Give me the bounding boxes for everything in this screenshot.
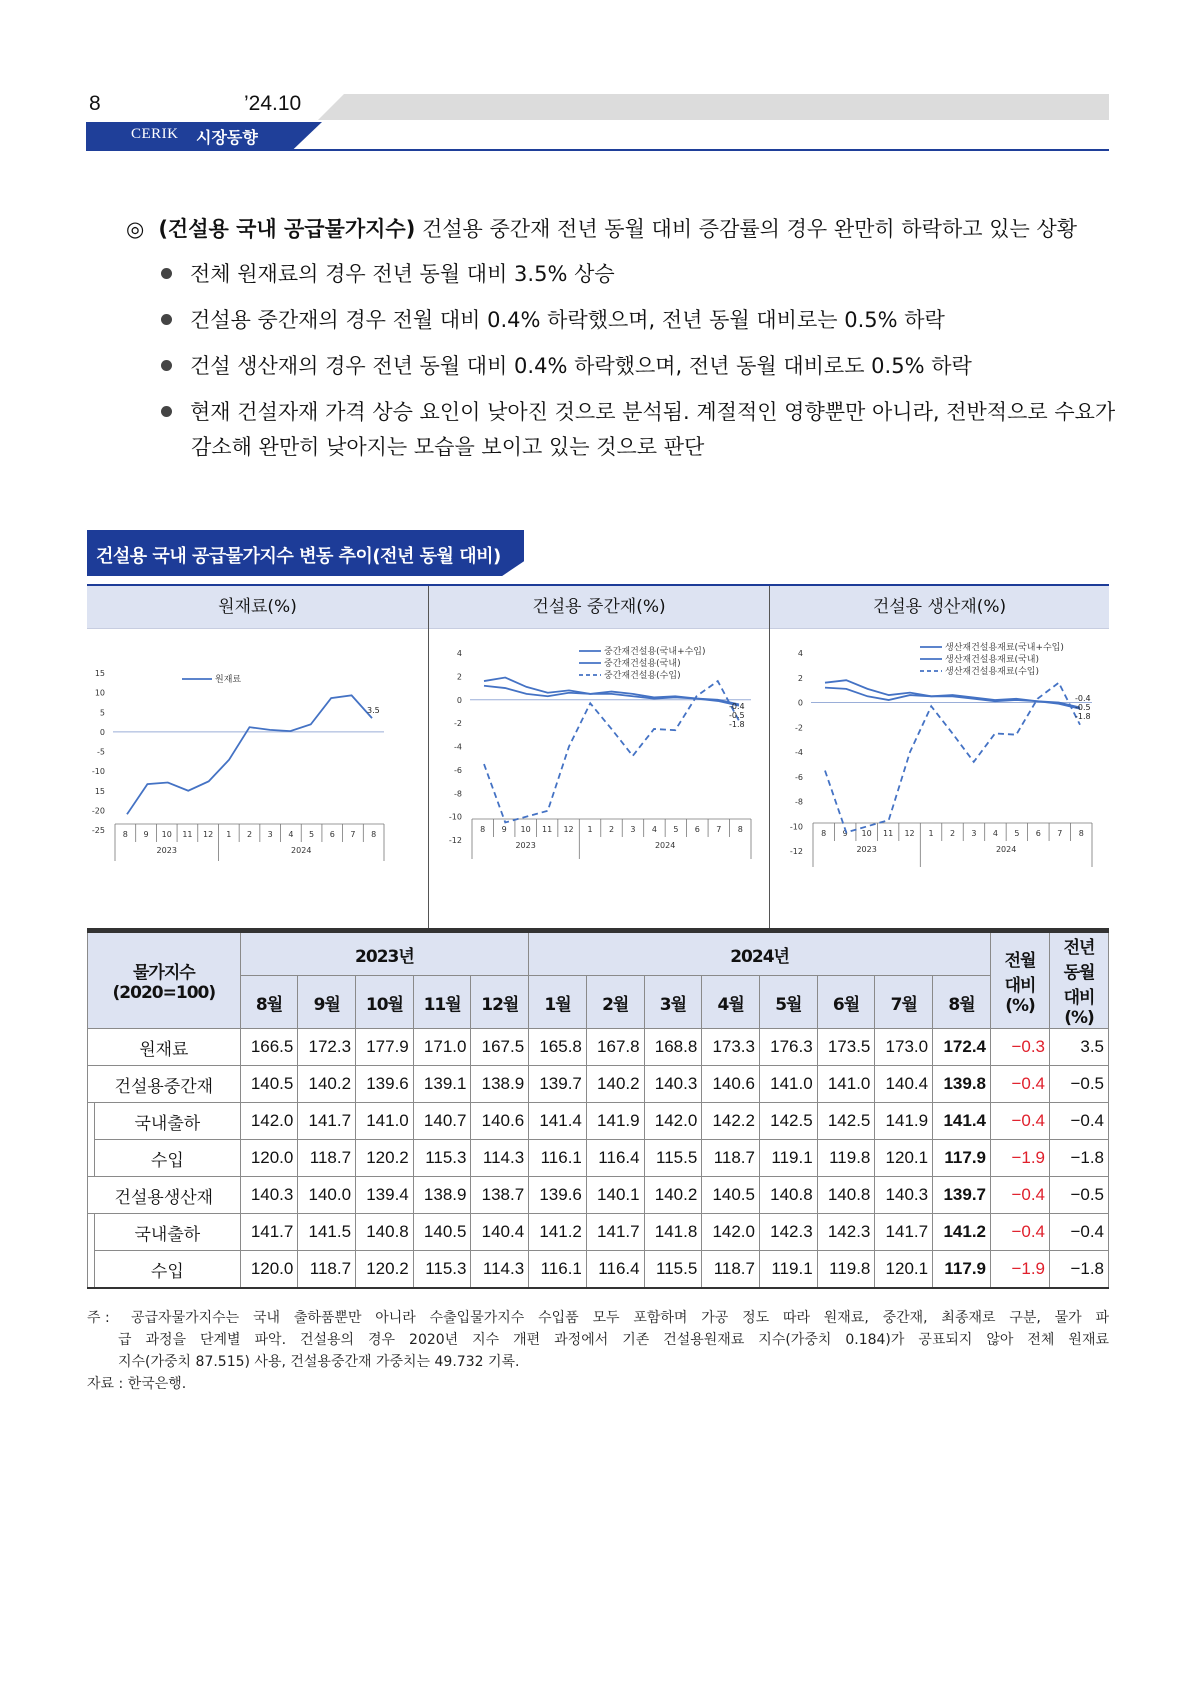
value-cell: 140.8 — [817, 1177, 875, 1214]
value-cell: 141.7 — [875, 1214, 933, 1251]
x-tick-label: 11 — [883, 829, 894, 838]
value-cell: 142.0 — [702, 1214, 760, 1251]
year-label: 2023 — [515, 841, 536, 850]
figure-title: 건설용 국내 공급물가지수 변동 추이(전년 동월 대비) — [96, 546, 501, 567]
value-cell: 177.9 — [356, 1029, 414, 1066]
yoy-cell: −1.8 — [1050, 1251, 1109, 1289]
series-line — [825, 683, 1080, 833]
price-index-table — [87, 930, 1109, 1289]
x-tick-label: 11 — [182, 830, 193, 839]
value-cell: 114.3 — [471, 1140, 529, 1177]
value-cell: 120.2 — [356, 1251, 414, 1289]
summary-text: 건설용 중간재 전년 동월 대비 증감률의 경우 완만히 하락하고 있는 상황 — [415, 217, 1078, 241]
x-tick-label: 8 — [1078, 829, 1084, 838]
x-tick-label: 9 — [501, 825, 507, 834]
x-tick-label: 11 — [542, 825, 553, 834]
value-cell: 142.0 — [240, 1103, 298, 1140]
value-cell: 176.3 — [759, 1029, 817, 1066]
y-tick-label: -2 — [454, 719, 462, 729]
month-header: 12월 — [471, 976, 529, 1029]
chart-panels — [87, 586, 1109, 931]
table-row — [88, 1066, 1109, 1103]
note-line: 공급자물가지수는 국내 출하품뿐만 아니라 수출입물가지수 수입품 모두 포함하며 가공 정도 따라 원재료, 중간재, 최종재로 구분, 물가 파 — [131, 1310, 1109, 1326]
value-cell: 167.5 — [471, 1029, 529, 1066]
value-cell: 140.3 — [644, 1066, 702, 1103]
data-label: -1.8 — [1075, 712, 1091, 721]
x-tick-label: 2 — [246, 830, 253, 839]
value-cell: 140.4 — [471, 1214, 529, 1251]
data-label: -1.8 — [729, 720, 745, 729]
value-cell: 141.9 — [875, 1103, 933, 1140]
month-header: 5월 — [759, 976, 817, 1029]
x-tick-label: 9 — [143, 830, 149, 839]
value-cell: 119.1 — [759, 1140, 817, 1177]
year-label: 2024 — [995, 845, 1017, 854]
value-cell: 140.7 — [413, 1103, 471, 1140]
value-cell: 140.8 — [759, 1177, 817, 1214]
x-tick-label: 12 — [563, 825, 574, 834]
y-tick-label: -12 — [789, 847, 803, 856]
value-cell: 140.0 — [298, 1177, 356, 1214]
value-cell: 120.2 — [356, 1140, 414, 1177]
value-cell: 140.5 — [702, 1177, 760, 1214]
legend-label: 중간재건설용(국내) — [604, 659, 681, 669]
data-label: -0.5 — [729, 711, 745, 720]
data-label: -0.4 — [729, 702, 745, 711]
x-tick-label: 8 — [737, 825, 743, 834]
y-tick-label: -4 — [795, 748, 803, 757]
chart-raw-materials — [87, 629, 428, 927]
value-cell: 172.4 — [933, 1029, 991, 1066]
legend-label: 생산재건설용재료(수입) — [945, 667, 1039, 677]
month-header-row — [88, 976, 1109, 1029]
value-cell: 141.9 — [586, 1103, 644, 1140]
x-tick-label: 9 — [842, 829, 848, 838]
value-cell: 119.1 — [759, 1251, 817, 1289]
year-2024-header: 2024년 — [529, 932, 991, 976]
x-tick-label: 6 — [694, 825, 700, 834]
header-grey-band — [318, 94, 1109, 120]
panel-raw-materials — [87, 586, 428, 928]
value-cell: 116.4 — [586, 1140, 644, 1177]
y-tick-label: -2 — [795, 723, 803, 733]
value-cell: 115.5 — [644, 1251, 702, 1289]
indent-cell — [88, 1140, 95, 1177]
y-tick-label: -8 — [795, 797, 803, 807]
bullet-continuation: 감소해 완만히 낮아지는 모습을 보이고 있는 것으로 판단 — [191, 435, 705, 459]
y-tick-label: -10 — [448, 812, 462, 822]
value-cell: 142.0 — [644, 1103, 702, 1140]
value-cell: 140.2 — [586, 1066, 644, 1103]
value-cell: 140.3 — [240, 1177, 298, 1214]
panel-title: 건설용 중간재(%) — [429, 586, 769, 629]
row-label: 수입 — [95, 1140, 241, 1177]
value-cell: 139.7 — [933, 1177, 991, 1214]
y-tick-label: -10 — [91, 767, 105, 777]
year-label: 2023 — [856, 845, 877, 854]
value-cell: 173.3 — [702, 1029, 760, 1066]
y-tick-label: 2 — [797, 673, 803, 683]
x-tick-label: 10 — [861, 829, 872, 838]
y-tick-label: 4 — [456, 649, 462, 658]
y-tick-label: -20 — [91, 806, 105, 816]
value-cell: 171.0 — [413, 1029, 471, 1066]
bullet-item: 건설 생산재의 경우 전년 동월 대비 0.4% 하락했으며, 전년 동월 대비로도 0.5% 하락 — [161, 351, 972, 381]
mom-cell: −1.9 — [991, 1251, 1050, 1289]
value-cell: 141.0 — [356, 1103, 414, 1140]
indent-cell — [88, 1251, 95, 1289]
row-label: 건설용생산재 — [88, 1177, 241, 1214]
yoy-cell: −0.4 — [1050, 1214, 1109, 1251]
value-cell: 114.3 — [471, 1251, 529, 1289]
y-tick-label: 5 — [99, 708, 105, 718]
summary-heading — [126, 214, 1077, 244]
legend-label: 생산재건설용재료(국내+수입) — [945, 643, 1064, 653]
x-tick-label: 8 — [821, 829, 827, 838]
value-cell: 118.7 — [702, 1251, 760, 1289]
value-cell: 167.8 — [586, 1029, 644, 1066]
table-row — [88, 1103, 1109, 1140]
panel-title: 건설용 생산재(%) — [770, 586, 1109, 629]
mom-cell: −0.4 — [991, 1103, 1050, 1140]
data-label: 3.5 — [367, 706, 380, 715]
x-tick-label: 8 — [371, 830, 377, 839]
value-cell: 166.5 — [240, 1029, 298, 1066]
month-header: 2월 — [586, 976, 644, 1029]
value-cell: 141.7 — [298, 1103, 356, 1140]
yoy-cell: −0.5 — [1050, 1177, 1109, 1214]
value-cell: 138.9 — [413, 1177, 471, 1214]
y-tick-label: -5 — [97, 747, 105, 757]
value-cell: 142.3 — [817, 1214, 875, 1251]
value-cell: 140.2 — [298, 1066, 356, 1103]
chart-production — [770, 629, 1109, 927]
bullet-dot-icon — [161, 314, 172, 325]
value-cell: 119.8 — [817, 1140, 875, 1177]
mom-cell: −0.4 — [991, 1177, 1050, 1214]
yoy-cell: −1.8 — [1050, 1140, 1109, 1177]
data-label: -0.5 — [1075, 703, 1091, 712]
panel-production — [770, 586, 1109, 928]
month-header: 10월 — [356, 976, 414, 1029]
row-label: 수입 — [95, 1251, 241, 1289]
month-header: 6월 — [817, 976, 875, 1029]
section-label: 시장동향 — [196, 128, 258, 147]
x-tick-label: 7 — [716, 825, 722, 834]
mom-cell: −0.4 — [991, 1214, 1050, 1251]
x-tick-label: 12 — [203, 830, 214, 839]
indent-cell — [88, 1103, 95, 1140]
table-body — [88, 1029, 1109, 1289]
value-cell: 120.0 — [240, 1140, 298, 1177]
value-cell: 117.9 — [933, 1140, 991, 1177]
legend-label: 생산재건설용재료(국내) — [945, 655, 1039, 665]
value-cell: 140.1 — [586, 1177, 644, 1214]
value-cell: 173.0 — [875, 1029, 933, 1066]
bullet-item: 현재 건설자재 가격 상승 요인이 낮아진 것으로 분석됨. 계절적인 영향뿐만 아니라, 전반적으로 수요가 — [161, 397, 1115, 427]
row-label: 국내출하 — [95, 1214, 241, 1251]
value-cell: 139.6 — [529, 1177, 587, 1214]
x-tick-label: 4 — [992, 829, 998, 838]
value-cell: 140.4 — [875, 1066, 933, 1103]
table-row — [88, 1177, 1109, 1214]
value-cell: 118.7 — [702, 1140, 760, 1177]
note-line: 급 과정을 단계별 파악. 건설용의 경우 2020년 지수 개편 과정에서 기존 건설용원재료 지수(가중치 0.184)가 공표되지 않아 전체 원재료 — [118, 1332, 1109, 1348]
legend-label: 중간재건설용(수입) — [604, 671, 681, 681]
series-line — [127, 695, 372, 814]
value-cell: 141.7 — [586, 1214, 644, 1251]
value-cell: 140.2 — [644, 1177, 702, 1214]
x-tick-label: 6 — [1035, 829, 1041, 838]
panel-intermediate — [429, 586, 769, 928]
value-cell: 138.9 — [471, 1066, 529, 1103]
mom-cell: −0.3 — [991, 1029, 1050, 1066]
month-header: 1월 — [529, 976, 587, 1029]
data-label: -0.4 — [1075, 694, 1091, 703]
value-cell: 142.5 — [817, 1103, 875, 1140]
value-cell: 116.1 — [529, 1140, 587, 1177]
x-tick-label: 8 — [480, 825, 486, 834]
value-cell: 141.2 — [529, 1214, 587, 1251]
value-cell: 173.5 — [817, 1029, 875, 1066]
y-tick-label: 15 — [94, 786, 105, 796]
value-cell: 142.3 — [759, 1214, 817, 1251]
page-number: 8 — [89, 92, 101, 115]
bullet-dot-icon — [161, 406, 172, 417]
table-row — [88, 1140, 1109, 1177]
y-tick-label: 15 — [94, 669, 105, 678]
panel-title: 원재료(%) — [87, 586, 428, 629]
value-cell: 140.3 — [875, 1177, 933, 1214]
y-tick-label: 4 — [797, 649, 803, 658]
value-cell: 138.7 — [471, 1177, 529, 1214]
value-cell: 139.8 — [933, 1066, 991, 1103]
year-label: 2024 — [654, 841, 676, 850]
x-tick-label: 1 — [587, 825, 593, 834]
yoy-cell: −0.5 — [1050, 1066, 1109, 1103]
x-tick-label: 12 — [904, 829, 915, 838]
x-tick-label: 3 — [971, 829, 977, 838]
value-cell: 139.1 — [413, 1066, 471, 1103]
x-tick-label: 4 — [651, 825, 657, 834]
value-cell: 116.1 — [529, 1251, 587, 1289]
bullet-dot-icon — [161, 360, 172, 371]
month-header: 7월 — [875, 976, 933, 1029]
value-cell: 139.7 — [529, 1066, 587, 1103]
table-row — [88, 1214, 1109, 1251]
y-tick-label: 0 — [456, 695, 462, 705]
double-circle-icon: ◎ — [126, 217, 145, 241]
value-cell: 139.4 — [356, 1177, 414, 1214]
note-label: 주 : — [87, 1310, 110, 1326]
row-label: 건설용중간재 — [88, 1066, 241, 1103]
y-tick-label: -10 — [789, 822, 803, 832]
value-cell: 141.4 — [529, 1103, 587, 1140]
value-cell: 140.6 — [471, 1103, 529, 1140]
value-cell: 118.7 — [298, 1140, 356, 1177]
y-tick-label: 10 — [94, 688, 105, 698]
y-tick-label: 0 — [99, 727, 105, 737]
bullet-item: 전체 원재료의 경우 전년 동월 대비 3.5% 상승 — [161, 259, 615, 289]
series-line — [484, 686, 739, 705]
value-cell: 115.3 — [413, 1140, 471, 1177]
month-header: 3월 — [644, 976, 702, 1029]
chart-intermediate — [429, 629, 769, 927]
x-tick-label: 6 — [329, 830, 335, 839]
series-line — [825, 688, 1080, 708]
year-2023-header: 2023년 — [240, 932, 529, 976]
x-tick-label: 8 — [122, 830, 128, 839]
y-tick-label: -8 — [454, 789, 462, 799]
month-header: 11월 — [413, 976, 471, 1029]
year-label: 2024 — [291, 846, 312, 855]
month-header: 8월 — [933, 976, 991, 1029]
value-cell: 165.8 — [529, 1029, 587, 1066]
value-cell: 141.2 — [933, 1214, 991, 1251]
value-cell: 117.9 — [933, 1251, 991, 1289]
yoy-cell: −0.4 — [1050, 1103, 1109, 1140]
brand-label: CERIK — [131, 126, 179, 142]
value-cell: 140.6 — [702, 1066, 760, 1103]
x-tick-label: 7 — [350, 830, 356, 839]
legend-label: 원재료 — [215, 675, 242, 685]
value-cell: 140.5 — [413, 1214, 471, 1251]
legend-label: 중간재건설용(국내+수입) — [604, 647, 706, 657]
value-cell: 116.4 — [586, 1251, 644, 1289]
y-tick-label: 0 — [797, 698, 803, 708]
mom-header: 전월 대비(%) — [991, 932, 1050, 1029]
value-cell: 168.8 — [644, 1029, 702, 1066]
value-cell: 140.5 — [240, 1066, 298, 1103]
mom-cell: −0.4 — [991, 1066, 1050, 1103]
table-corner: 물가지수 (2020=100) — [88, 932, 241, 1029]
value-cell: 172.3 — [298, 1029, 356, 1066]
value-cell: 115.3 — [413, 1251, 471, 1289]
bullet-dot-icon — [161, 268, 172, 279]
value-cell: 119.8 — [817, 1251, 875, 1289]
value-cell: 140.8 — [356, 1214, 414, 1251]
table-row — [88, 1251, 1109, 1289]
x-tick-label: 1 — [928, 829, 934, 838]
x-tick-label: 2 — [608, 825, 615, 834]
table-row — [88, 1029, 1109, 1066]
x-tick-label: 1 — [226, 830, 232, 839]
note-line: 지수(가중치 87.515) 사용, 건설용중간재 가중치는 49.732 기록. — [118, 1354, 520, 1370]
month-header: 8월 — [240, 976, 298, 1029]
row-label: 원재료 — [88, 1029, 241, 1066]
x-tick-label: 5 — [309, 830, 315, 839]
y-tick-label: -6 — [454, 765, 462, 775]
y-tick-label: -25 — [91, 826, 105, 835]
x-tick-label: 10 — [161, 830, 172, 839]
indent-cell — [88, 1214, 95, 1251]
yoy-cell: 3.5 — [1050, 1029, 1109, 1066]
row-label: 국내출하 — [95, 1103, 241, 1140]
value-cell: 120.0 — [240, 1251, 298, 1289]
value-cell: 141.8 — [644, 1214, 702, 1251]
x-tick-label: 3 — [267, 830, 273, 839]
value-cell: 141.0 — [817, 1066, 875, 1103]
x-tick-label: 7 — [1057, 829, 1063, 838]
value-cell: 141.0 — [759, 1066, 817, 1103]
x-tick-label: 3 — [630, 825, 636, 834]
series-line — [484, 678, 739, 706]
value-cell: 141.7 — [240, 1214, 298, 1251]
value-cell: 115.5 — [644, 1140, 702, 1177]
summary-title: (건설용 국내 공급물가지수) — [158, 217, 416, 241]
x-tick-label: 10 — [520, 825, 531, 834]
y-tick-label: -12 — [448, 836, 462, 845]
value-cell: 141.5 — [298, 1214, 356, 1251]
value-cell: 142.2 — [702, 1103, 760, 1140]
value-cell: 120.1 — [875, 1140, 933, 1177]
y-tick-label: -4 — [454, 742, 462, 752]
x-tick-label: 4 — [288, 830, 294, 839]
x-tick-label: 5 — [1014, 829, 1020, 838]
source-note: 자료 : 한국은행. — [87, 1376, 187, 1392]
issue-date: ’24.10 — [244, 92, 302, 115]
bullet-item: 건설용 중간재의 경우 전월 대비 0.4% 하락했으며, 전년 동월 대비로는 0.5% 하락 — [161, 305, 945, 335]
value-cell: 141.4 — [933, 1103, 991, 1140]
header-rule — [86, 149, 1109, 151]
year-label: 2023 — [156, 846, 177, 855]
month-header: 4월 — [702, 976, 760, 1029]
value-cell: 142.5 — [759, 1103, 817, 1140]
month-header: 9월 — [298, 976, 356, 1029]
y-tick-label: 2 — [456, 672, 462, 682]
value-cell: 139.6 — [356, 1066, 414, 1103]
mom-cell: −1.9 — [991, 1140, 1050, 1177]
x-tick-label: 2 — [949, 829, 956, 838]
y-tick-label: -6 — [795, 772, 803, 782]
yoy-header: 전년 동월 대비(%) — [1050, 932, 1109, 1029]
value-cell: 120.1 — [875, 1251, 933, 1289]
x-tick-label: 5 — [673, 825, 679, 834]
value-cell: 118.7 — [298, 1251, 356, 1289]
series-line — [484, 681, 739, 822]
